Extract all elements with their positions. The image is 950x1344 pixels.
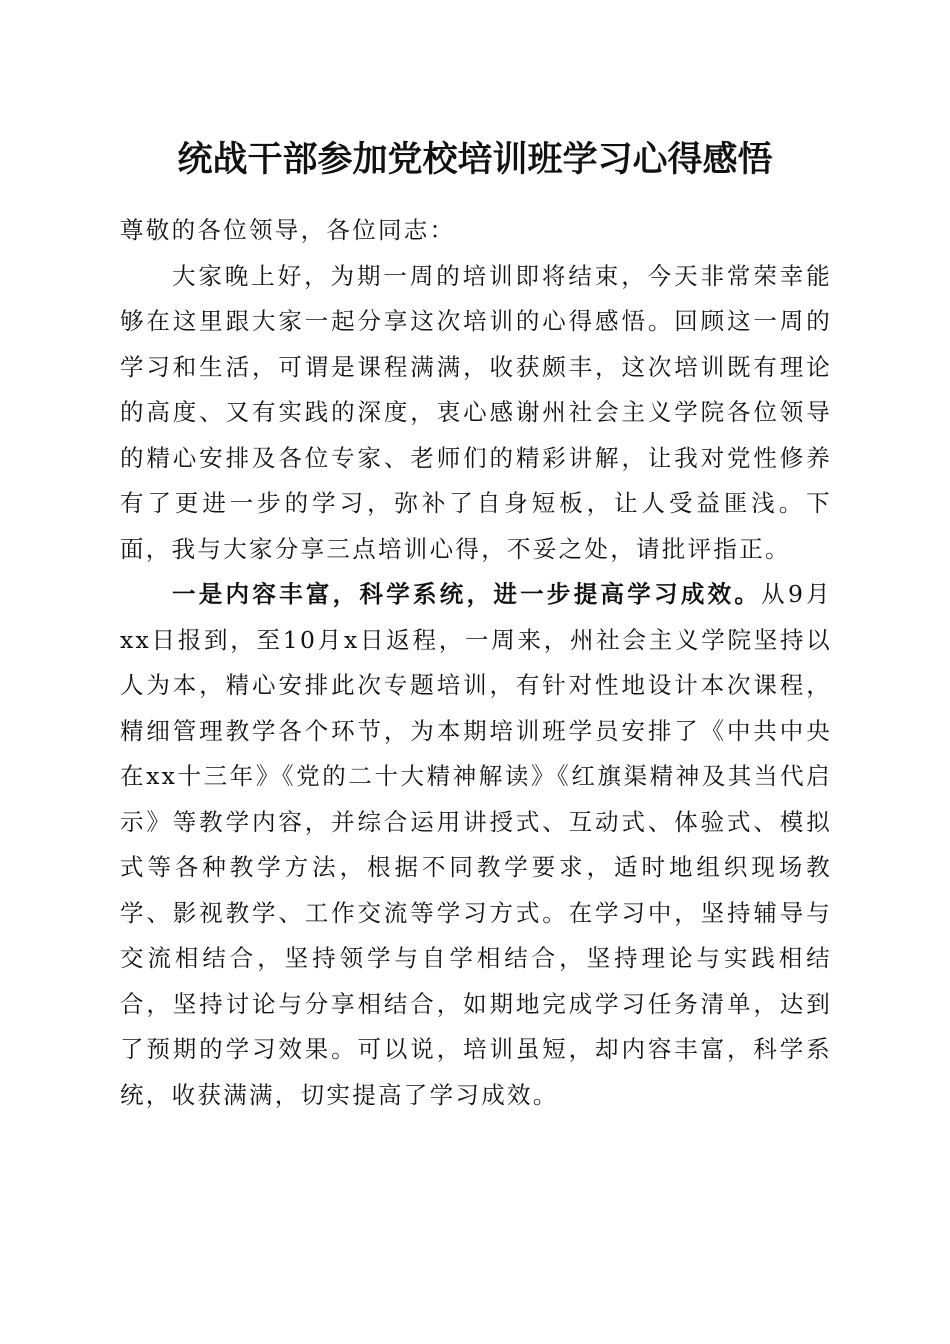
salutation: 尊敬的各位领导，各位同志：	[120, 216, 456, 244]
document-title: 统战干部参加党校培训班学习心得感悟	[177, 139, 773, 180]
paragraph-point-one	[120, 572, 832, 1118]
paragraph-text: 从9月xx日报到，至10月x日返程，一周来，州社会主义学院坚持以人为本，精心安排此次专题培训，有针对性地设计本次课程，精细管理教学各个环节，为本期培训班学员安排了《中共中央在xx十三年》《党的二十大精神解读》《红旗渠精神及其当代启示》等教学内容，并综合运用讲授式、互动式、体验式、模拟式等各种教学方法，根据不同教学要求，适时地组织现场教学、影视教学、工作交流等学习方式。在学习中，坚持辅导与交流相结合，坚持领学与自学相结合，坚持理论与实践相结合，坚持讨论与分享相结合，如期地完成学习任务清单，达到了预期的学习效果。可以说，培训虽短，却内容丰富，科学系统，收获满满，切实提高了学习成效。	[120, 580, 832, 1109]
document-body	[120, 208, 832, 1118]
paragraph-lead: 一是内容丰富，科学系统，进一步提高学习成效。	[172, 580, 762, 608]
paragraph-greeting	[120, 254, 832, 573]
paragraph-text: 大家晚上好，为期一周的培训即将结束，今天非常荣幸能够在这里跟大家一起分享这次培训的心得感悟。回顾这一周的学习和生活，可谓是课程满满，收获颇丰，这次培训既有理论的高度、又有实践的深度，衷心感谢州社会主义学院各位领导的精心安排及各位专家、老师们的精彩讲解，让我对党性修养有了更进一步的学习，弥补了自身短板，让人受益匪浅。下面，我与大家分享三点培训心得，不妥之处，请批评指正。	[120, 261, 832, 563]
